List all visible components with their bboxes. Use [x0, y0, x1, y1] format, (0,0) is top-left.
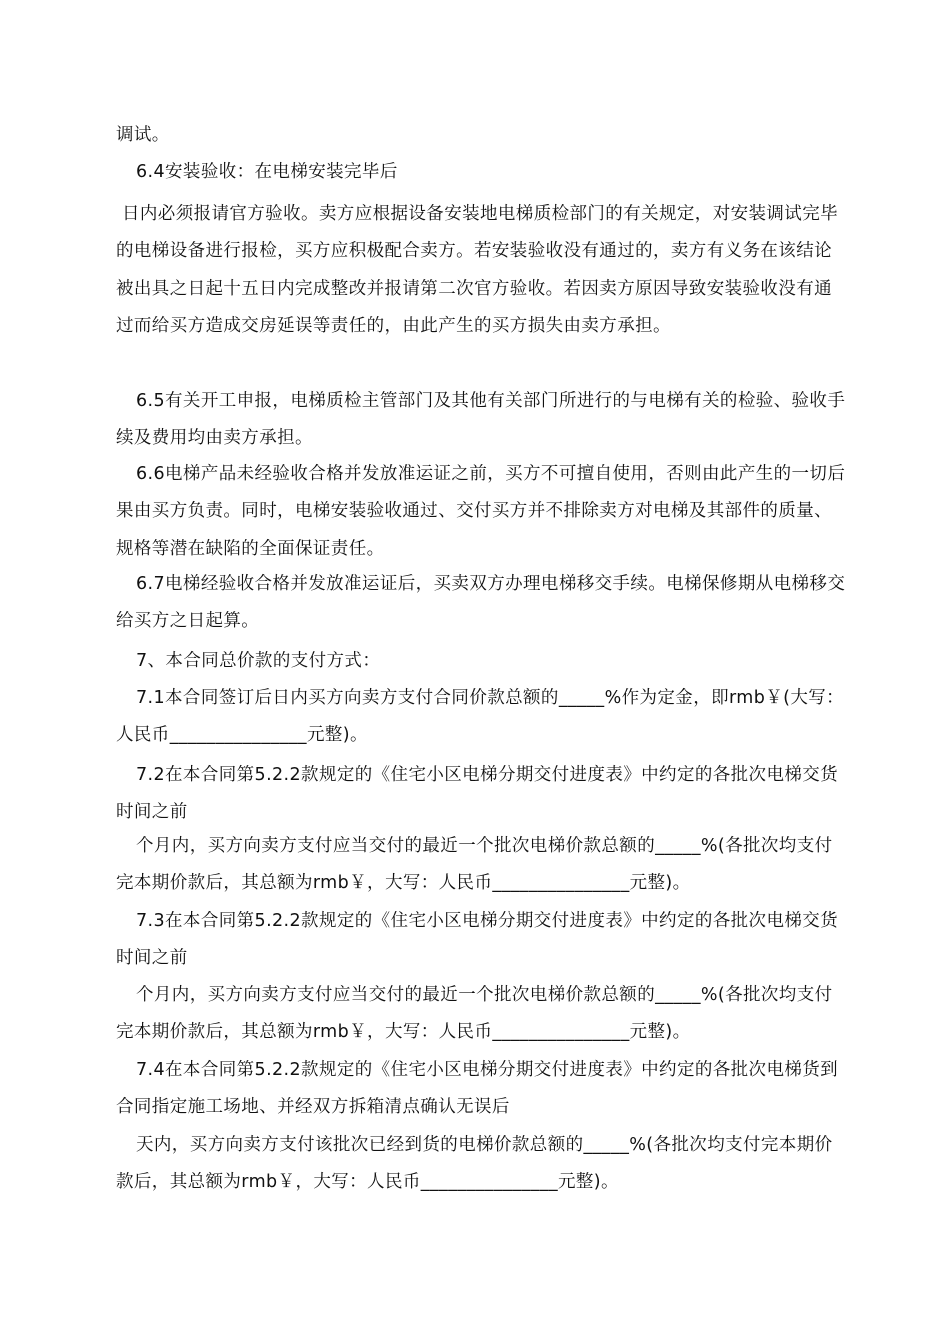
- clause-7-2-heading: 7.2在本合同第5.2.2款规定的《住宅小区电梯分期交付进度表》中约定的各批次电梯交货时间之前: [116, 765, 839, 823]
- clause-7-3-body: 个月内，买方向卖方支付应当交付的最近一个批次电梯价款总额的_____%(各批次均支付完本期价款后，其总额为rmb￥，大写：人民币_______________元整)。: [116, 985, 833, 1043]
- clause-7-3-heading: 7.3在本合同第5.2.2款规定的《住宅小区电梯分期交付进度表》中约定的各批次电梯交货时间之前: [116, 911, 839, 969]
- section-7-heading: 7、本合同总价款的支付方式：: [136, 651, 381, 671]
- paragraph-continuation: 调试。: [116, 125, 170, 145]
- clause-7-4-heading: 7.4在本合同第5.2.2款规定的《住宅小区电梯分期交付进度表》中约定的各批次电梯货到合同指定施工场地、并经双方拆箱清点确认无误后: [116, 1060, 839, 1118]
- clause-6-5: 6.5有关开工申报，电梯质检主管部门及其他有关部门所进行的与电梯有关的检验、验收手续及费用均由卖方承担。: [116, 391, 846, 449]
- clause-7-4-body: 天内，买方向卖方支付该批次已经到货的电梯价款总额的_____%(各批次均支付完本期价款后，其总额为rmb￥，大写：人民币_______________元整)。: [116, 1135, 833, 1193]
- clause-6-4-body: 日内必须报请官方验收。卖方应根据设备安装地电梯质检部门的有关规定，对安装调试完毕的电梯设备进行报检，买方应积极配合卖方。若安装验收没有通过的，卖方有义务在该结论被出具之日起十五日内完成整改并报请第二次官方验收。若因卖方原因导致安装验收没有通过而给买方造成交房延误等责任的，由此产生的买方损失由卖方承担。: [116, 204, 838, 336]
- clause-6-4-heading: 6.4安装验收：在电梯安装完毕后: [136, 162, 398, 182]
- clause-6-6: 6.6电梯产品未经验收合格并发放准运证之前，买方不可擅自使用，否则由此产生的一切后果由买方负责。同时，电梯安装验收通过、交付买方并不排除卖方对电梯及其部件的质量、规格等潜在缺陷的全面保证责任。: [116, 464, 846, 559]
- clause-7-2-body: 个月内，买方向卖方支付应当交付的最近一个批次电梯价款总额的_____%(各批次均支付完本期价款后，其总额为rmb￥，大写：人民币_______________元整)。: [116, 836, 833, 894]
- clause-7-1: 7.1本合同签订后日内买方向卖方支付合同价款总额的_____%作为定金，即rmb￥(大写：人民币_______________元整)。: [116, 688, 845, 746]
- clause-6-7: 6.7电梯经验收合格并发放准运证后，买卖双方办理电梯移交手续。电梯保修期从电梯移交给买方之日起算。: [116, 574, 846, 632]
